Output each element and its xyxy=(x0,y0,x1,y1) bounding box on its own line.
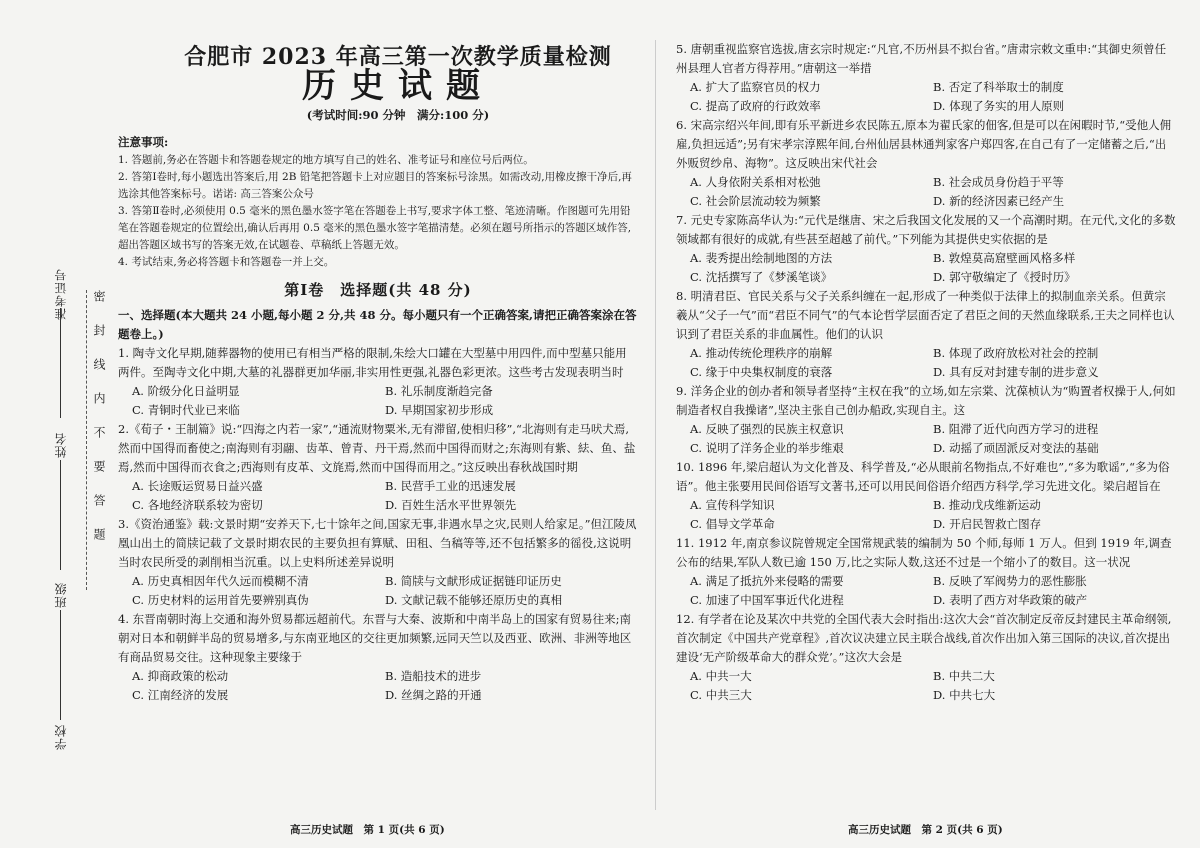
page-footer-left: 高三历史试题 第 1 页(共 6 页) xyxy=(290,824,445,836)
note-item: 3. 答第Ⅱ卷时,必须使用 0.5 毫米的黑色墨水签字笔在答题卷上书写,要求字体工整、笔迹清晰。作图题可先用铅笔在答题卷规定的位置绘出,确认后再用 0.5 毫米的黑色墨水签字笔描清楚。必须在题号所指示的答题区域作答,超出答题区域书写的答案无效,在试题卷、草稿纸上答题无效。 xyxy=(118,205,632,251)
question xyxy=(676,116,1176,211)
option: A. 反映了强烈的民族主权意识 xyxy=(690,422,844,436)
question-stem: 10. 1896 年,梁启超认为文化普及、科学普及,“必从眼前名物指点,不好难也”,“多为歌谣”,“多为俗语”。他主张要用民间俗语写文著书,还可以用民间俗语介绍西方科学,学习先进文化。梁启超旨在 xyxy=(676,460,1170,493)
question xyxy=(676,382,1176,458)
name-label: 姓名 xyxy=(54,432,68,458)
question-stem: 5. 唐朝重视监察官选拔,唐玄宗时规定:“凡官,不历州县不拟台省。”唐肃宗敕文重申:“其御史须曾任州县理人官者方得荐用。”唐朝这一举措 xyxy=(676,42,1167,75)
time-info: (考试时间:90 分钟 满分:100 分) xyxy=(306,108,490,122)
note-item: 2. 答第Ⅰ卷时,每小题选出答案后,用 2B 铅笔把答题卡上对应题目的答案标号涂黑。如需改动,用橡皮擦干净后,再选涂其他答案标号。诺诺: 高三答案公众号 xyxy=(118,171,632,200)
option: A. 阶级分化日益明显 xyxy=(132,384,240,398)
question-stem: 1. 陶寺文化早期,随葬器物的使用已有相当严格的限制,朱绘大口罐在大型墓中用四件,而中型墓只能用两件。至陶寺文化中期,大墓的礼器群更加华丽,非实用性更强,礼器色彩更浓。这些考古发现表明当时 xyxy=(118,346,627,379)
option: C. 沈括撰写了《梦溪笔谈》 xyxy=(690,270,833,284)
option: D. 文献记载不能够还原历史的真相 xyxy=(385,593,563,607)
question xyxy=(676,211,1176,287)
option: D. 具有反对封建专制的进步意义 xyxy=(933,365,1099,379)
question xyxy=(118,515,638,610)
option: B. 中共二大 xyxy=(933,669,995,683)
question xyxy=(676,610,1176,705)
question xyxy=(676,287,1176,382)
option: B. 敦煌莫高窟壁画风格多样 xyxy=(933,251,1076,265)
question xyxy=(676,534,1176,610)
option: C. 社会阶层流动较为频繁 xyxy=(690,194,821,208)
option: D. 新的经济因素已经产生 xyxy=(933,194,1065,208)
question-options xyxy=(676,667,1176,705)
option: D. 早期国家初步形成 xyxy=(385,403,494,417)
option: D. 开启民智救亡图存 xyxy=(933,517,1042,531)
note-item: 1. 答题前,务必在答题卡和答题卷规定的地方填写自己的姓名、准考证号和座位号后两位。 xyxy=(118,154,534,166)
option: D. 百姓生活水平世界领先 xyxy=(385,498,517,512)
question-options xyxy=(676,572,1176,610)
option: A. 扩大了监察官员的权力 xyxy=(690,80,821,94)
option: C. 青铜时代业已来临 xyxy=(132,403,240,417)
exam-title: 合肥市 2023 年高三第一次教学质量检测 xyxy=(184,44,612,70)
question-stem: 9. 洋务企业的创办者和领导者坚持“主权在我”的立场,如左宗棠、沈葆桢认为“购置者权操于人,何如制造者权自我操诸”,坚决主张自己创办船政,实现自主。这 xyxy=(676,384,1176,417)
question-stem: 7. 元史专家陈高华认为:“元代是继唐、宋之后我国文化发展的又一个高潮时期。在元代,文化的多数领域都有很好的成就,有些甚至超越了前代。”下列能为其提供史实依据的是 xyxy=(676,213,1176,246)
option: B. 阻滞了近代向西方学习的进程 xyxy=(933,422,1099,436)
question-stem: 11. 1912 年,南京参议院曾规定全国常规武装的编制为 50 个师,每师 1 万人。但到 1919 年,调查公布的结果,军队人数已逾 150 万,比之实际人数,这还不过是一个缩小了的数目。这一状况 xyxy=(676,536,1172,569)
option: A. 长途贩运贸易日益兴盛 xyxy=(132,479,263,493)
option: B. 推动戊戌维新运动 xyxy=(933,498,1041,512)
question-options xyxy=(676,496,1176,534)
option: D. 体现了务实的用人原则 xyxy=(933,99,1065,113)
option: B. 简牍与文献形成证据链印证历史 xyxy=(385,574,562,588)
right-page xyxy=(676,40,1176,705)
option: D. 中共七大 xyxy=(933,688,996,702)
question xyxy=(118,344,638,420)
class-line xyxy=(60,610,61,720)
school-label: 学校 xyxy=(54,724,68,750)
subject-title: 历史试题 xyxy=(302,66,494,106)
option: D. 郭守敬编定了《授时历》 xyxy=(933,270,1076,284)
question xyxy=(118,610,638,705)
option: A. 推动传统伦理秩序的崩解 xyxy=(690,346,833,360)
exam-number-line xyxy=(60,308,61,418)
seal-line-text: 密封线内不要答题 xyxy=(86,290,108,590)
option: B. 民营手工业的迅速发展 xyxy=(385,479,516,493)
question-options xyxy=(118,477,638,515)
question-stem: 8. 明清君臣、官民关系与父子关系纠缠在一起,形成了一种类似于法律上的拟制血亲关系。但黄宗羲从“父子一气”而“君臣不同气”的气本论哲学层面否定了君臣之间的天然血缘联系,王夫之同样也认识到了君臣关系的非血属性。他们的认识 xyxy=(676,289,1175,341)
question-options xyxy=(676,249,1176,287)
option: B. 礼乐制度渐趋完备 xyxy=(385,384,493,398)
note-item: 4. 考试结束,务必将答题卡和答题卷一并上交。 xyxy=(118,256,335,268)
option: B. 否定了科举取士的制度 xyxy=(933,80,1064,94)
question-stem: 3.《资治通鉴》载:文景时期“安养天下,七十馀年之间,国家无事,非遇水旱之灾,民则人给家足。”但江陵凤凰山出土的简牍记载了文景时期农民的主要负担有算赋、田租、刍稿等等,还不包括繁多的徭役,这说明当时农民所受的剥削相当沉重。以上史料所述差异说明 xyxy=(118,517,637,569)
option: B. 造船技术的进步 xyxy=(385,669,482,683)
question-options xyxy=(118,382,638,420)
page-divider xyxy=(655,40,656,810)
option: D. 丝绸之路的开通 xyxy=(385,688,482,702)
question-stem: 4. 东晋南朝时海上交通和海外贸易都远超前代。东晋与大秦、波斯和中南半岛上的国家有贸易往来;南朝对日本和朝鲜半岛的贸易增多,与东南亚地区的交往更加频繁,远同天竺以及西亚、欧洲、非洲等地区有商品贸易交往。这种现象主要缘于 xyxy=(118,612,632,664)
question-stem: 6. 宋高宗绍兴年间,即有乐平新进乡农民陈五,原本为翟氏家的佃客,但是可以在闲暇时节,“受他人佣雇,负担远适”;另有宋孝宗淳熙年间,台州仙居县林通判家客户郑四客,在自己有了一定储蓄之后,“出外贩贸纱帛、海物”。这反映出宋代社会 xyxy=(676,118,1172,170)
option: C. 历史材料的运用首先要辨别真伪 xyxy=(132,593,309,607)
name-line xyxy=(60,460,61,570)
option: C. 说明了洋务企业的举步维艰 xyxy=(690,441,844,455)
option: C. 各地经济联系较为密切 xyxy=(132,498,263,512)
question xyxy=(676,40,1176,116)
option: D. 表明了西方对华政策的破产 xyxy=(933,593,1088,607)
question-options xyxy=(118,667,638,705)
option: A. 满足了抵抗外来侵略的需要 xyxy=(690,574,844,588)
question-stem: 2.《荀子・王制篇》说:“四海之内若一家”,“通流财物粟米,无有滞留,使相归移”,“北海则有走马吠犬焉,然而中国得而畜使之;南海则有羽翮、齿革、曾青、丹干焉,然而中国得而财之;东海则有紫、紶、鱼、盐焉,然而中国得而衣食之;西海则有皮革、文旄焉,然而中国得而用之。”这反映出春秋战国时期 xyxy=(118,422,636,474)
option: C. 缘于中央集权制度的衰落 xyxy=(690,365,833,379)
question-options xyxy=(676,173,1176,211)
left-page xyxy=(118,40,638,705)
class-label: 班级 xyxy=(54,582,68,608)
question-options xyxy=(676,420,1176,458)
question xyxy=(676,458,1176,534)
option: A. 抑商政策的松动 xyxy=(132,669,229,683)
option: B. 体现了政府放松对社会的控制 xyxy=(933,346,1099,360)
exam-number-label: 准考证号 xyxy=(54,268,68,320)
option: D. 动摇了顽固派反对变法的基础 xyxy=(933,441,1099,455)
option: A. 历史真相因年代久远而模糊不清 xyxy=(132,574,309,588)
option: C. 提高了政府的行政效率 xyxy=(690,99,821,113)
option: B. 反映了军阀势力的恶性膨胀 xyxy=(933,574,1087,588)
notes-title: 注意事项: xyxy=(118,135,169,149)
option: A. 中共一大 xyxy=(690,669,752,683)
page-footer-right: 高三历史试题 第 2 页(共 6 页) xyxy=(848,824,1003,836)
option: C. 江南经济的发展 xyxy=(132,688,229,702)
question-stem: 12. 有学者在论及某次中共党的全国代表大会时指出:这次大会“首次制定反帝反封建民主革命纲领,首次制定《中国共产党章程》,首次议决建立民主联合战线,首次作出加入第三国际的决议,首次提出建设‘无产阶级革命大的群众党’。”这次大会是 xyxy=(676,612,1172,664)
question-options xyxy=(118,572,638,610)
question-options xyxy=(676,78,1176,116)
option: C. 中共三大 xyxy=(690,688,752,702)
section-title: 第Ⅰ卷 选择题(共 48 分) xyxy=(284,281,472,299)
option: B. 社会成员身份趋于平等 xyxy=(933,175,1064,189)
question xyxy=(118,420,638,515)
option: A. 宣传科学知识 xyxy=(690,498,775,512)
question-options xyxy=(676,344,1176,382)
option: C. 加速了中国军事近代化进程 xyxy=(690,593,844,607)
binding-margin xyxy=(0,0,110,848)
option: C. 倡导文学革命 xyxy=(690,517,775,531)
section-instruction: 一、选择题(本大题共 24 小题,每小题 2 分,共 48 分。每小题只有一个正确答案,请把正确答案涂在答题卷上。) xyxy=(118,308,637,341)
option: A. 人身依附关系相对松弛 xyxy=(690,175,821,189)
option: A. 裴秀提出绘制地图的方法 xyxy=(690,251,833,265)
